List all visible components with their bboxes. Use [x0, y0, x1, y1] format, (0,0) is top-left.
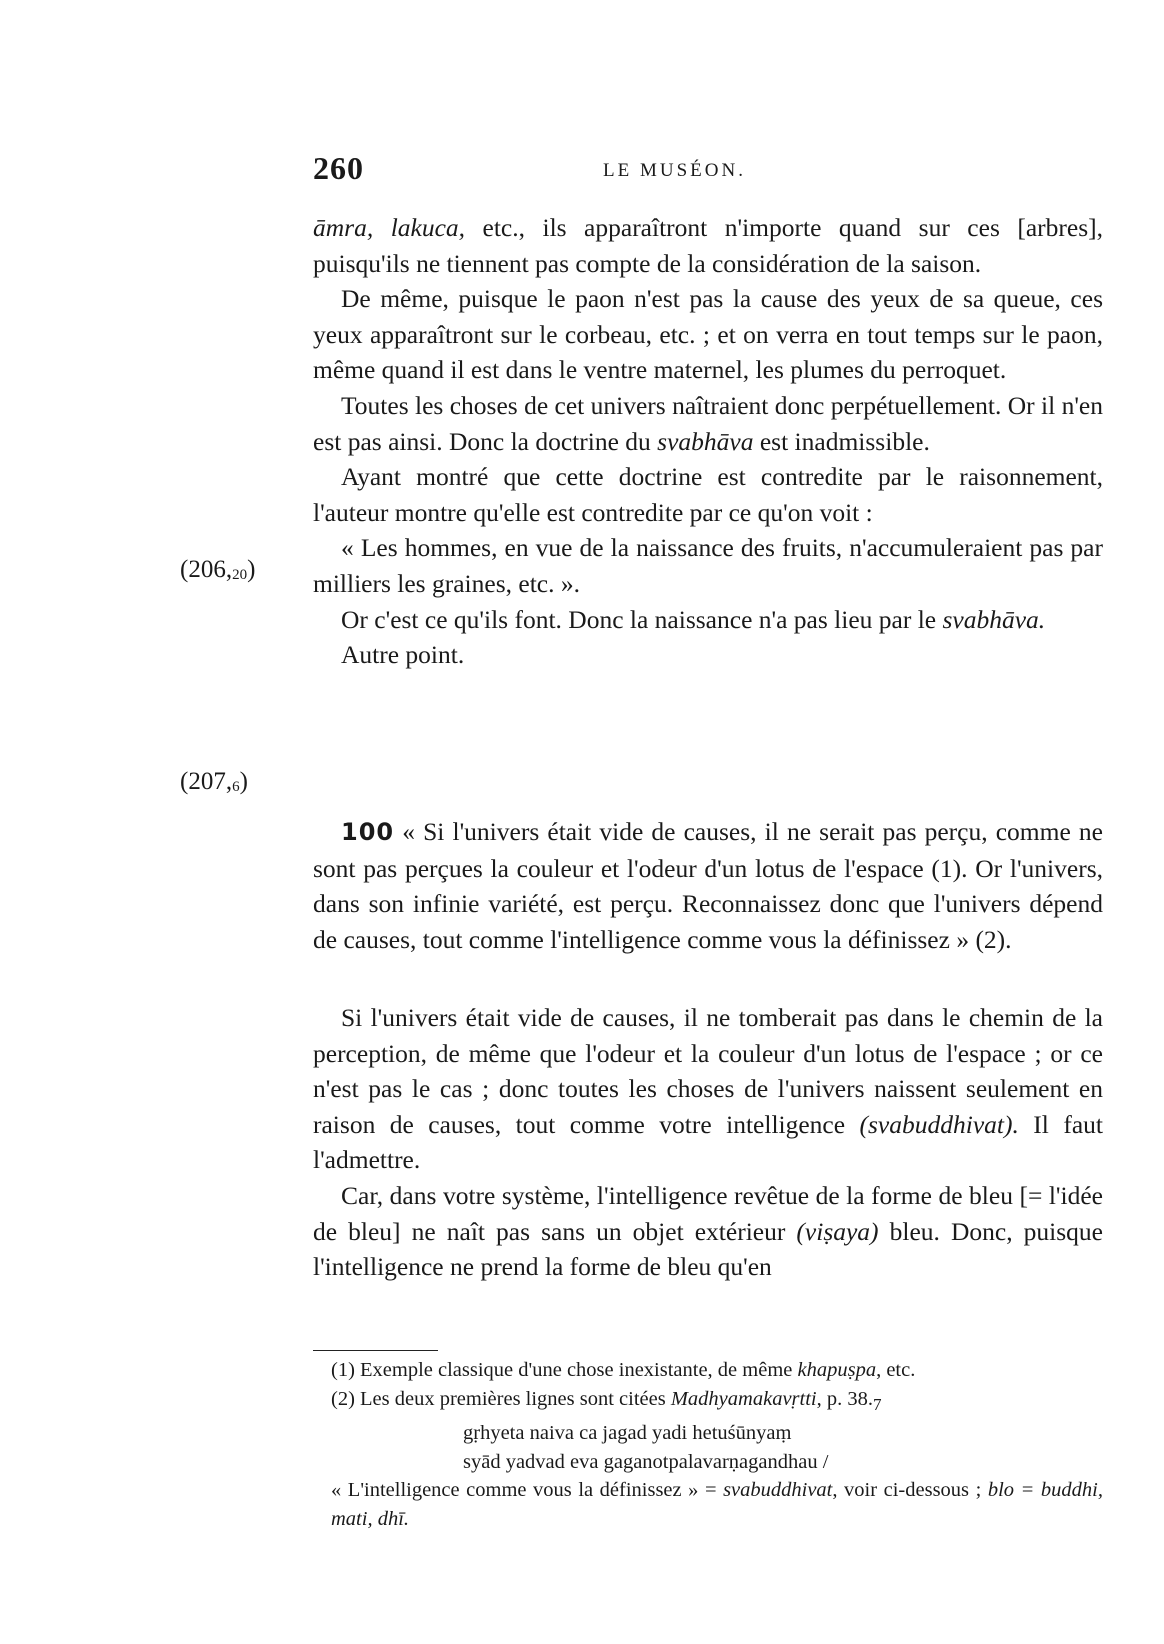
margin-ref-sub: 6	[232, 779, 240, 795]
margin-ref-text: (207,	[180, 768, 233, 795]
running-head: LE MUSÉON.	[603, 160, 746, 181]
italic-term: svabhāva.	[942, 604, 1046, 634]
verse-text: « Si l'univers était vide de causes, il ne serait pas perçu, comme ne sont pas perçues la couleur et l'odeur d'un lotus de l'espace (1). Or l'univers, dans son infinie variété, est perçu. Reconnaissez donc que l'univers dépend de causes, tout comme l'intelligence comme vous la définissez » (2).	[313, 817, 1103, 954]
footnote-1	[313, 1356, 1103, 1385]
paragraph-4: Ayant montré que cette doctrine est contredite par le raisonnement, l'auteur montre qu'elle est contredite par ce qu'on voit :	[313, 462, 1103, 527]
main-text-block-1	[313, 210, 1103, 673]
italic-term: āmra, lakuca,	[313, 213, 466, 242]
paragraph-8	[313, 1000, 1103, 1178]
footnote-3	[313, 1476, 1103, 1533]
paragraph-1	[313, 210, 1103, 281]
paragraph-text: Si l'univers était vide de causes, il ne tomberait pas dans le chemin de la perception, de même que l'odeur et la couleur d'un lotus de l'espace ; or ce n'est pas le cas ; donc toutes les choses de l'univers naissent seulement en raison de causes, tout comme votre intelligence	[313, 1003, 1103, 1139]
sanskrit-verse-line-2: syād yadvad eva gaganotpalavarṇagandhau /	[463, 1450, 829, 1473]
footnote-text: , p. 38.	[816, 1387, 873, 1410]
footnote-text: (2) Les deux premières lignes sont citées	[331, 1387, 671, 1410]
verse-100	[313, 814, 1103, 957]
page-number: 260	[313, 150, 364, 186]
sanskrit-verse-line-1: gṛhyeta naiva ca jagad yadi hetuśūnyaṃ	[463, 1422, 792, 1445]
footnotes	[313, 1356, 1103, 1533]
footnote-text: , etc.	[876, 1359, 916, 1381]
footnote-2	[313, 1385, 1103, 1420]
verse-number: 100	[341, 818, 395, 846]
footnote-text: , voir ci-dessous ;	[832, 1479, 988, 1502]
verse-block	[313, 814, 1103, 957]
paragraph-5-quote: « Les hommes, en vue de la naissance des fruits, n'accumuleraient pas par milliers les graines, etc. ».	[313, 533, 1103, 598]
margin-reference-1	[180, 556, 255, 584]
paragraph-text: Toutes les choses de cet univers naîtraient donc perpétuellement. Or il n'en est pas ainsi. Donc la doctrine du	[313, 390, 1103, 456]
paragraph-text: est inadmissible.	[753, 426, 930, 456]
paragraph-text: etc., ils apparaîtront n'importe quand sur ces [arbres], puisqu'ils ne tiennent pas compte de la considération de la saison.	[313, 213, 1104, 278]
paragraph-text: Car, dans votre système, l'intelligence revêtue de la forme de bleu [= l'idée de bleu] ne naît pas sans un objet extérieur	[313, 1180, 1103, 1246]
italic-term: Madhyamakavṛtti	[670, 1387, 817, 1410]
italic-term: svabhāva	[657, 426, 754, 456]
paragraph-3	[313, 388, 1103, 459]
page-header	[313, 150, 1103, 190]
margin-ref-close: )	[239, 768, 248, 795]
footnote-text: (1) Exemple classique d'une chose inexistante, de même	[331, 1359, 798, 1381]
italic-term: blo = buddhi, mati, dhī.	[331, 1479, 1103, 1530]
italic-term: khapuṣpa	[797, 1359, 877, 1381]
footnote-sub: 7	[872, 1394, 882, 1414]
paragraph-text: bleu. Donc, puisque l'intelligence ne prend la forme de bleu qu'en	[313, 1216, 1103, 1282]
italic-term: (viṣaya)	[796, 1216, 879, 1246]
margin-ref-text: (206,	[180, 556, 233, 583]
paragraph-9	[313, 1178, 1103, 1285]
paragraph-6	[313, 602, 1103, 638]
margin-ref-sub: 20	[232, 567, 248, 583]
footnote-divider	[313, 1350, 438, 1351]
margin-reference-2	[180, 768, 248, 796]
paragraph-text: Or c'est ce qu'ils font. Donc la naissance n'a pas lieu par le	[341, 604, 943, 634]
main-text-block-2	[313, 1000, 1103, 1285]
italic-term: (svabuddhivat).	[859, 1109, 1019, 1139]
italic-term: svabuddhivat	[723, 1479, 833, 1502]
paragraph-2: De même, puisque le paon n'est pas la cause des yeux de sa queue, ces yeux apparaîtront sur le corbeau, etc. ; et on verra en tout temps sur le paon, même quand il est dans le ventre maternel, les plumes du perroquet.	[313, 284, 1103, 385]
paragraph-text: Il faut l'admettre.	[313, 1109, 1103, 1175]
margin-ref-close: )	[247, 556, 256, 583]
footnote-text: « L'intelligence comme vous la définissez » =	[331, 1479, 724, 1502]
paragraph-7: Autre point.	[341, 640, 465, 670]
